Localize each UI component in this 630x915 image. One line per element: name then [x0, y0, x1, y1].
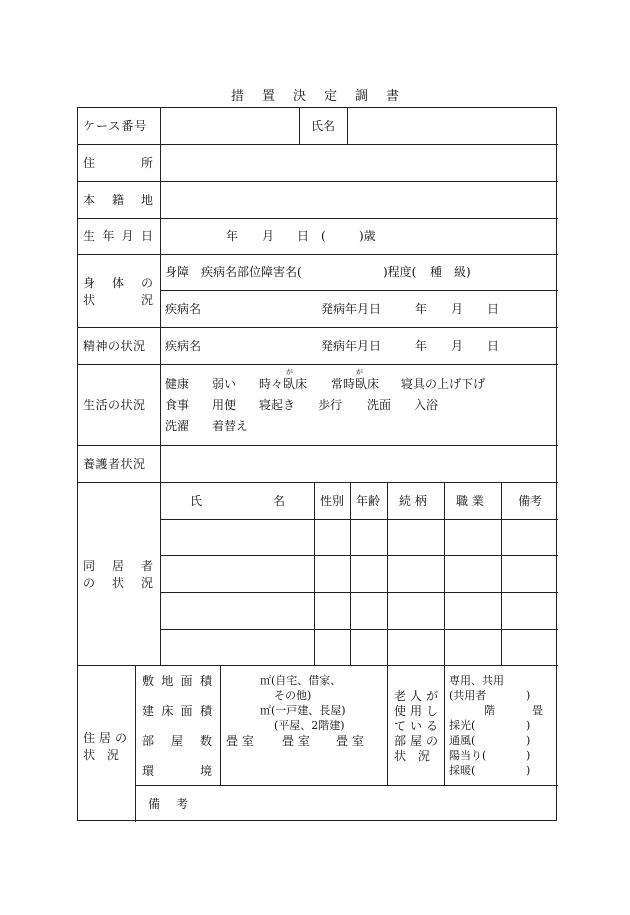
physical-label-2 [83, 294, 153, 306]
col-divider [387, 665, 388, 785]
site-area-label [142, 675, 212, 687]
elder-room-label-5: 状 況 [394, 749, 434, 763]
label-char: 敷 [142, 674, 155, 688]
label-char: 居 [111, 559, 124, 573]
label-char: の [140, 276, 153, 290]
label-char: 所 [140, 156, 153, 170]
floor-area-type: (平屋、2階建) [274, 719, 345, 732]
onset-month: 月 [451, 302, 464, 316]
cohabitants-label-2 [83, 577, 153, 589]
label-char: 積 [199, 704, 212, 718]
age-open: ( [321, 229, 326, 243]
label-char: 体 [111, 276, 124, 290]
label-char: 月 [121, 229, 134, 243]
label-char: 年 [102, 229, 115, 243]
col-divider [350, 482, 351, 665]
furigana: が [286, 368, 293, 376]
life-health: 健康 [165, 377, 190, 391]
col-divider [160, 108, 161, 665]
life-meal: 食事 [165, 398, 190, 412]
label-char: 備 [148, 797, 161, 811]
col-divider [220, 665, 221, 785]
row-divider [78, 665, 558, 666]
onset-day: 日 [487, 302, 500, 316]
title-char: 決 [292, 89, 306, 104]
dwelling-label: 住居の [83, 731, 132, 745]
ventilation-label: 通風( [449, 734, 476, 747]
label-char: 積 [199, 674, 212, 688]
label-char: 環 [142, 764, 155, 778]
disability-type-label: 種 [430, 265, 443, 279]
col-divider [299, 108, 300, 144]
life-bedding: 寝具の上げ下げ [401, 377, 486, 391]
title-char: 措 [230, 89, 244, 104]
life-always-bedridden: 常時臥床 [331, 377, 380, 391]
tatami-room-1: 畳 室 [226, 734, 254, 748]
onset-year: 年 [415, 302, 428, 316]
label-char: 況 [140, 576, 153, 590]
sunlight-close: ) [526, 749, 531, 762]
label-char: 本 [83, 193, 96, 207]
row-divider [160, 290, 558, 291]
address-label [83, 157, 153, 169]
row-divider [78, 482, 558, 483]
name-label: 氏名 [311, 119, 336, 133]
sunlight-label: 陽当り( [449, 749, 487, 762]
physical-label [83, 277, 153, 289]
title-char: 定 [324, 89, 338, 104]
illness-label: 疾病名 [165, 302, 202, 316]
col-name-header-a: 氏 [190, 494, 203, 508]
mental-onset-day: 日 [487, 339, 500, 353]
remarks-label [148, 798, 188, 810]
label-char: 境 [199, 764, 212, 778]
remarks-field[interactable] [198, 788, 553, 818]
life-rising: 寝起き [259, 398, 296, 412]
room-use: 専用、共用 [449, 674, 504, 687]
guardian-field[interactable] [164, 448, 554, 480]
col-divider [444, 482, 445, 665]
col-divider [444, 665, 445, 785]
life-weak: 弱い [212, 377, 237, 391]
row-divider [160, 555, 558, 556]
life-bathing: 入浴 [414, 398, 439, 412]
label-char: の [83, 576, 96, 590]
floor-area-label [142, 705, 212, 717]
label-char: 床 [161, 704, 174, 718]
label-char: 地 [161, 674, 174, 688]
tatami-room-2: 畳 室 [282, 734, 310, 748]
disability-grade-label: 級) [454, 265, 471, 279]
col-divider [501, 482, 502, 665]
life-laundry: 洗濯 [165, 419, 190, 433]
row-divider [78, 445, 558, 446]
disability-name-label: 疾病名部位障害名( [201, 265, 302, 279]
name-field[interactable] [351, 110, 551, 142]
mental-onset-year: 年 [415, 339, 428, 353]
floor-level: 階 [484, 704, 495, 717]
mental-illness-label: 疾病名 [165, 339, 202, 353]
tatami-room-3: 畳 室 [336, 734, 364, 748]
label-char: 地 [140, 193, 153, 207]
life-dressing: 着替え [212, 419, 249, 433]
label-char: 屋 [170, 734, 183, 748]
life-sometimes-bedridden: 時々臥床 [259, 377, 308, 391]
case-number-label: ケース番号 [83, 119, 148, 133]
col-divider [135, 665, 136, 822]
elder-room-label-2: 使用し [394, 704, 443, 718]
elder-room-label-1: 老人が [394, 689, 443, 703]
label-char: 建 [142, 704, 155, 718]
tatami-count: 畳 [532, 704, 543, 717]
heating-label: 採暖( [449, 764, 476, 777]
floor-area-unit: ㎡(一戸建、長屋) [260, 704, 346, 717]
rooms-label [142, 735, 212, 747]
environment-label [142, 765, 212, 777]
dwelling-label-2: 状 況 [83, 748, 123, 762]
label-char: 住 [83, 156, 96, 170]
cohabitants-label [83, 560, 153, 572]
row-divider [78, 254, 558, 255]
label-char: 数 [199, 734, 212, 748]
row-divider [78, 364, 558, 365]
document-title [0, 85, 630, 104]
elder-room-label-3: ている [394, 719, 443, 733]
disability-label: 身障 [165, 265, 190, 279]
row-divider [78, 181, 558, 182]
mental-onset-month: 月 [451, 339, 464, 353]
title-char: 調 [355, 89, 369, 104]
label-char: 生 [83, 229, 96, 243]
label-char: 面 [180, 674, 193, 688]
col-sex-header: 性別 [320, 494, 345, 508]
label-char: 況 [140, 293, 153, 307]
domicile-label [83, 194, 153, 206]
furigana: が [356, 368, 363, 376]
birth-month: 月 [262, 229, 275, 243]
disability-degree-label: )程度( [383, 265, 417, 279]
life-walking: 歩行 [318, 398, 343, 412]
col-divider [347, 108, 348, 144]
site-area-unit: ㎡(自宅、借家、 [260, 674, 342, 687]
col-divider [314, 482, 315, 665]
col-divider [387, 482, 388, 665]
label-char: 身 [83, 276, 96, 290]
row-divider [160, 519, 558, 520]
label-char: 日 [140, 229, 153, 243]
case-number-field[interactable] [164, 110, 294, 142]
life-washing-face: 洗面 [367, 398, 392, 412]
title-char: 書 [386, 89, 400, 104]
life-toilet: 用便 [212, 398, 237, 412]
shared-with: (共用者 [449, 689, 487, 702]
lighting-close: ) [526, 719, 531, 732]
guardian-label: 養護者状況 [83, 457, 146, 471]
birthdate-label [83, 230, 153, 242]
title-char: 置 [261, 89, 275, 104]
heating-close: ) [526, 764, 531, 777]
elder-room-label-4: 部屋の [394, 734, 443, 748]
row-divider [160, 592, 558, 593]
age-close: )歳 [359, 229, 376, 243]
lighting-label: 採光( [449, 719, 476, 732]
label-char: 状 [111, 576, 124, 590]
col-age-header: 年齢 [356, 494, 381, 508]
row-divider [78, 218, 558, 219]
mental-onset-label: 発病年月日 [321, 339, 382, 353]
label-char: 面 [180, 704, 193, 718]
label-char: 状 [83, 293, 96, 307]
ventilation-close: ) [526, 734, 531, 747]
life-label: 生活の状況 [83, 398, 146, 412]
col-note-header: 備考 [518, 494, 543, 508]
label-char: 部 [142, 734, 155, 748]
shared-close: ) [526, 689, 531, 702]
row-divider [160, 629, 558, 630]
label-char: 籍 [111, 193, 124, 207]
domicile-field[interactable] [164, 184, 554, 216]
col-job-header: 職 業 [456, 494, 484, 508]
col-relation-header: 続 柄 [399, 494, 427, 508]
onset-label: 発病年月日 [321, 302, 382, 316]
row-divider [78, 144, 558, 145]
birth-day: 日 [297, 229, 310, 243]
label-char: 者 [140, 559, 153, 573]
address-field[interactable] [164, 147, 554, 179]
row-divider [78, 327, 558, 328]
site-area-other: その他) [274, 689, 312, 702]
row-divider [135, 785, 558, 786]
label-char: 考 [175, 797, 188, 811]
form-table [77, 107, 557, 821]
label-char: 同 [83, 559, 96, 573]
birth-year: 年 [226, 229, 239, 243]
mental-label: 精神の状況 [83, 339, 146, 353]
col-name-header-b: 名 [273, 494, 286, 508]
